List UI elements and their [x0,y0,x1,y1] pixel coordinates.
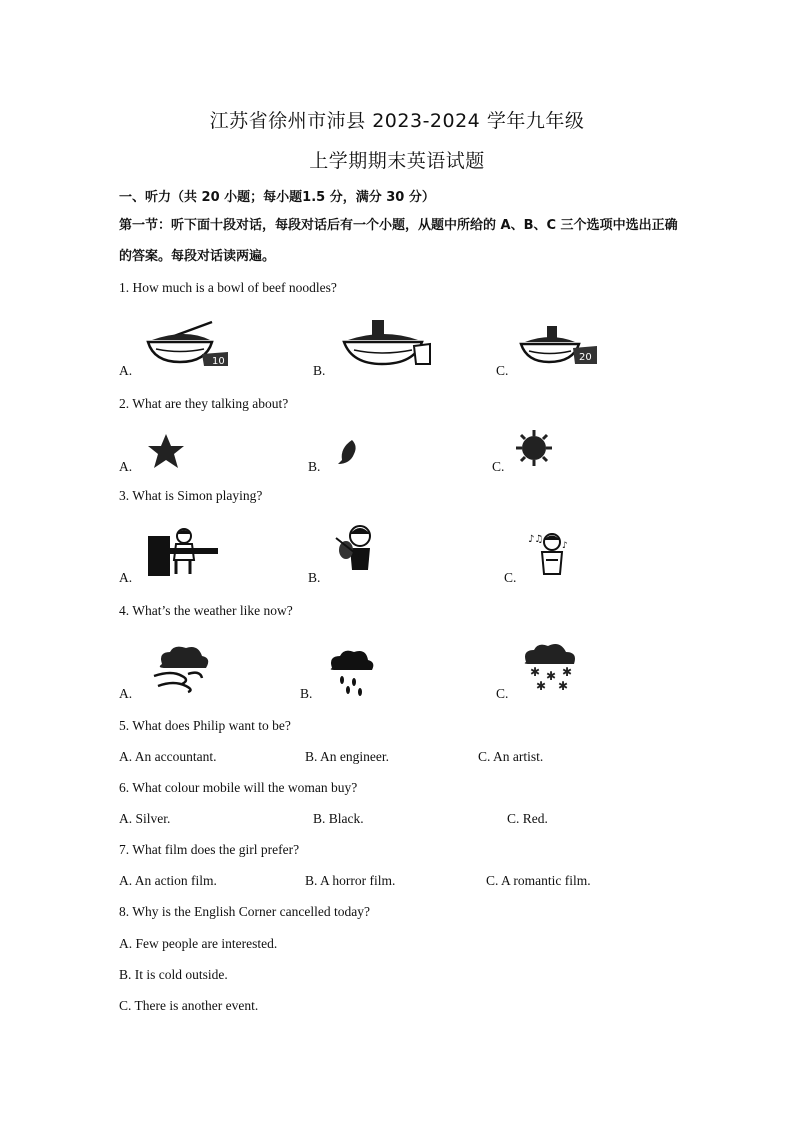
question-8: 8. Why is the English Corner cancelled today? [119,904,370,919]
question-2: 2. What are they talking about? [119,396,289,411]
question-1: 1. How much is a bowl of beef noodles? [119,280,337,295]
svg-text:✱: ✱ [546,669,557,683]
option-1b: B. [313,363,326,378]
document-title-line1: 江苏省徐州市沛县 2023-2024 学年九年级 [209,110,585,132]
rainy-icon [324,648,376,698]
option-2c: C. [492,459,505,474]
noodle-bowl-5-yuan-icon [342,318,432,370]
svg-text:♪: ♪ [562,541,568,551]
option-1c: C. [496,363,509,378]
option-4a: A. [119,686,133,701]
option-6a: A. Silver. [119,811,171,826]
svg-text:♪♫: ♪♫ [528,534,544,545]
option-8b: B. It is cold outside. [119,967,228,982]
option-3b: B. [308,570,321,585]
svg-text:✱: ✱ [530,665,541,679]
option-2a: A. [119,459,133,474]
svg-text:✱: ✱ [536,679,547,692]
option-4b: B. [300,686,313,701]
option-5b: B. An engineer. [305,749,389,764]
section-heading: 一、听力（共 20 小题；每小题1.5 分，满分 30 分） [119,190,435,205]
star-icon [146,432,186,470]
snowy-icon [520,642,580,692]
option-8c: C. There is another event. [119,998,259,1013]
option-1a: A. [119,363,133,378]
option-4c: C. [496,686,509,701]
option-7b: B. A horror film. [305,873,396,888]
question-3: 3. What is Simon playing? [119,488,263,503]
option-7a: A. An action film. [119,873,217,888]
question-5: 5. What does Philip want to be? [119,718,291,733]
option-5a: A. An accountant. [119,749,217,764]
option-5c: C. An artist. [478,749,544,764]
option-6b: B. Black. [313,811,364,826]
moon-icon [336,438,360,466]
document-title-line2: 上学期期末英语试题 [309,150,485,172]
svg-text:20: 20 [579,352,592,363]
windy-icon [148,644,212,694]
question-7: 7. What film does the girl prefer? [119,842,300,857]
option-8a: A. Few people are interested. [119,936,278,951]
noodle-bowl-20-yuan-icon [519,324,599,368]
piano-player-icon [146,526,220,578]
option-3c: C. [504,570,517,585]
svg-text:10: 10 [212,356,225,367]
option-7c: C. A romantic film. [486,873,591,888]
singer-icon [528,528,572,578]
noodle-bowl-10-yuan-icon [146,320,228,370]
instructions: 第一节：听下面十段对话，每段对话后有一个小题，从题中所给的 A、B、C 三个选项中选出正确的答案。每段对话读两遍。 [119,218,678,264]
option-6c: C. Red. [507,811,548,826]
svg-text:✱: ✱ [562,665,573,679]
svg-text:✱: ✱ [558,679,569,692]
question-6: 6. What colour mobile will the woman buy? [119,780,358,795]
question-4: 4. What’s the weather like now? [119,603,293,618]
violin-player-icon [334,524,382,576]
option-2b: B. [308,459,321,474]
option-3a: A. [119,570,133,585]
sun-icon [514,428,554,468]
